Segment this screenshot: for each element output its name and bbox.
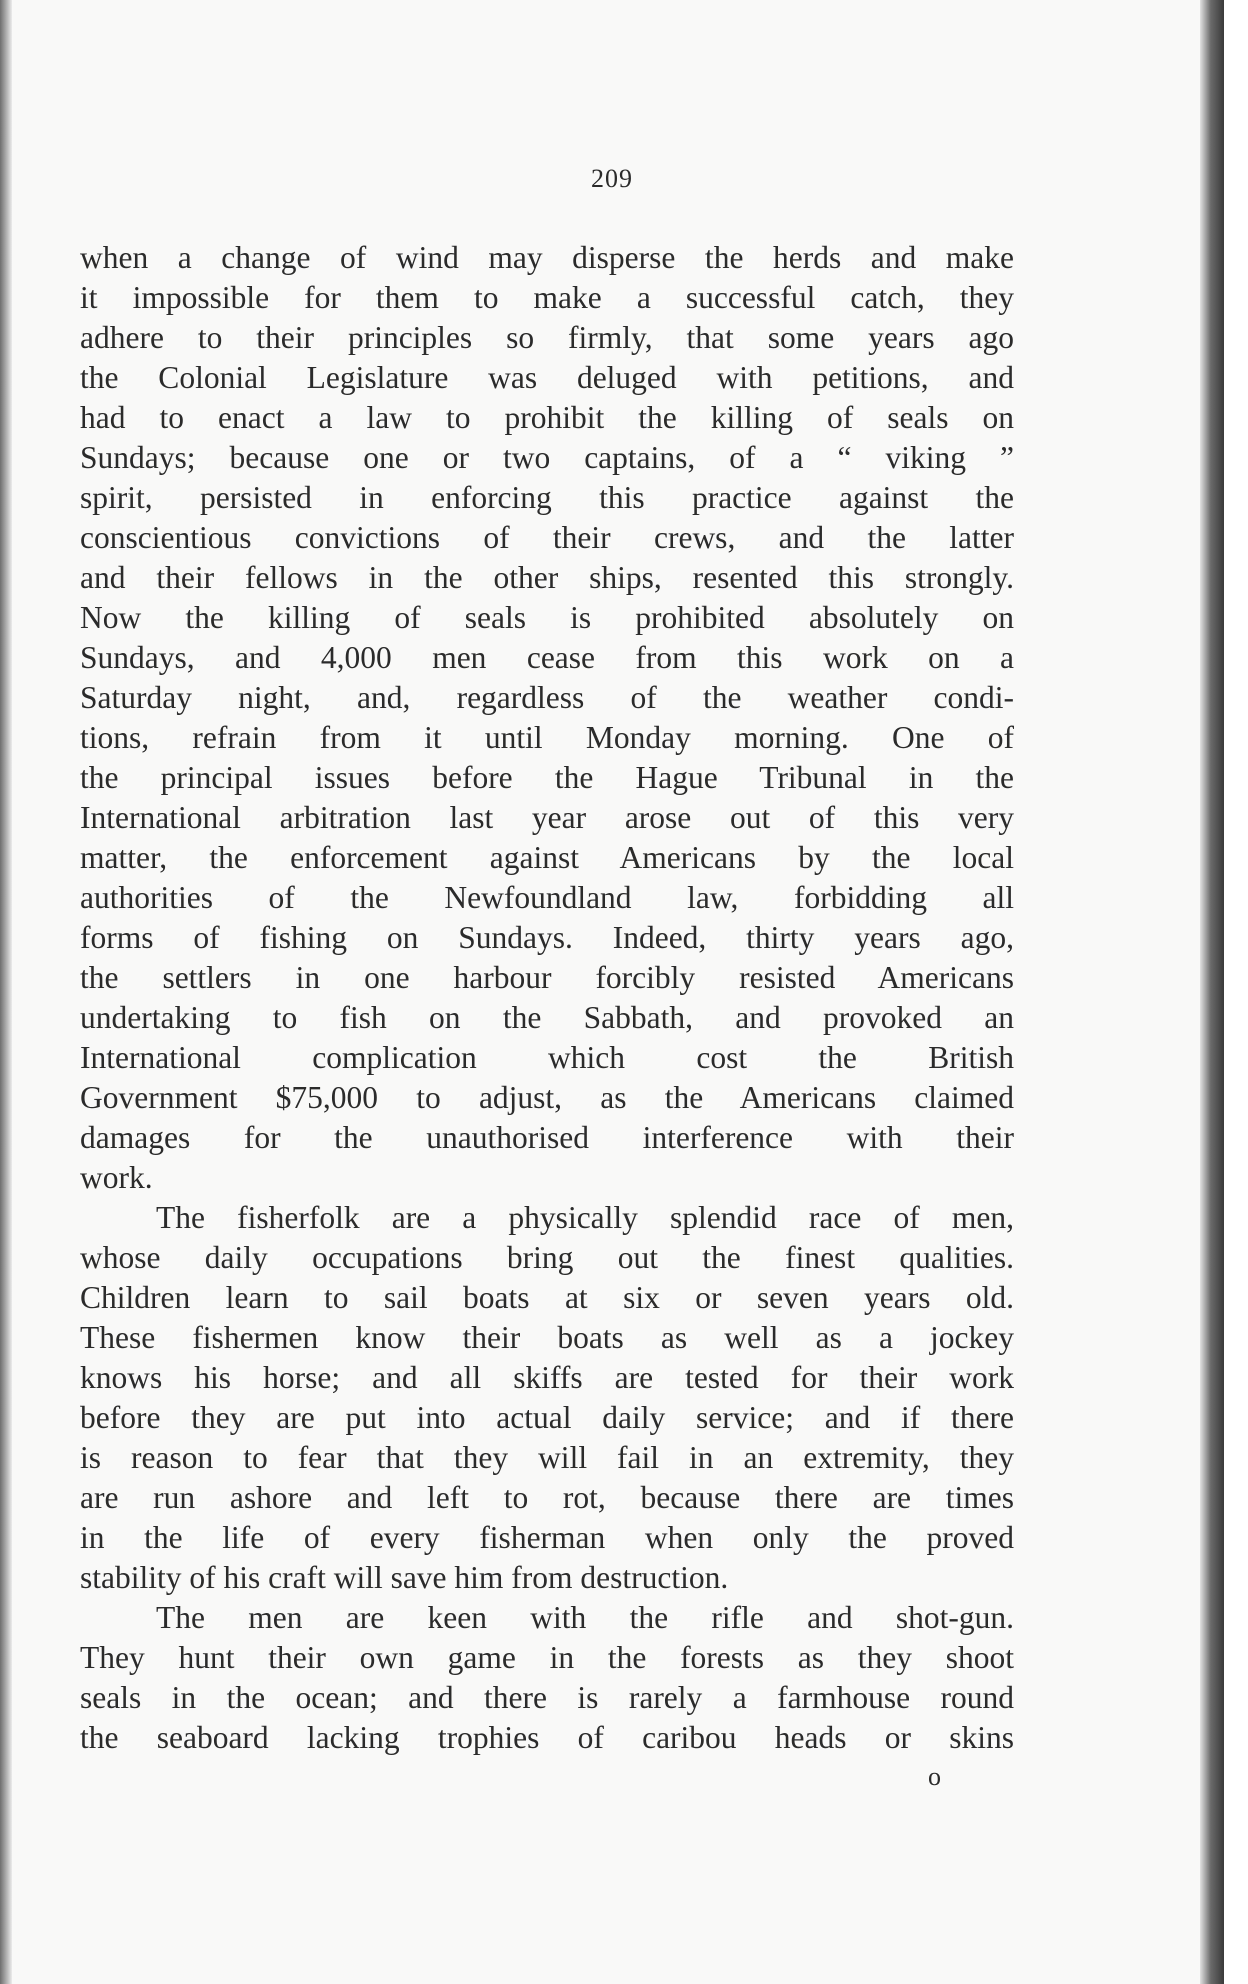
text-line: is reason to fear that they will fail in an extremity, they [80,1440,1014,1475]
body-text [80,238,1014,1758]
text-line: seals in the ocean; and there is rarely a farmhouse round [80,1680,1014,1715]
text-line: are run ashore and left to rot, because there are times [80,1480,1014,1515]
text-line: damages for the unauthorised interference with their [80,1120,1014,1155]
text-line: it impossible for them to make a successful catch, they [80,280,1014,315]
text-line: Children learn to sail boats at six or seven years old. [80,1280,1014,1315]
text-line: had to enact a law to prohibit the killing of seals on [80,400,1014,435]
text-line: Sundays, and 4,000 men cease from this work on a [80,640,1014,675]
text-line: in the life of every fisherman when only the proved [80,1520,1014,1555]
text-line: forms of fishing on Sundays. Indeed, thirty years ago, [80,920,1014,955]
text-line: They hunt their own game in the forests as they shoot [80,1640,1014,1675]
page-spine-shadow [0,0,12,1984]
text-line: stability of his craft will save him from destruction. [80,1560,729,1595]
text-line: Now the killing of seals is prohibited absolutely on [80,600,1014,635]
text-line: before they are put into actual daily service; and if there [80,1400,1014,1435]
page-edge-shadow [1200,0,1224,1984]
text-line: International complication which cost the British [80,1040,1014,1075]
text-line: authorities of the Newfoundland law, forbidding all [80,880,1014,915]
text-line: and their fellows in the other ships, resented this strongly. [80,560,1014,595]
page-number: 209 [591,164,633,193]
text-line: the seaboard lacking trophies of caribou heads or skins [80,1720,1014,1755]
text-line: Saturday night, and, regardless of the weather condi- [80,680,1014,715]
text-line: the principal issues before the Hague Tribunal in the [80,760,1014,795]
text-line: matter, the enforcement against Americans by the local [80,840,1014,875]
text-line: when a change of wind may disperse the herds and make [80,240,1014,275]
text-line: spirit, persisted in enforcing this practice against the [80,480,1014,515]
text-line: whose daily occupations bring out the finest qualities. [80,1240,1014,1275]
text-line: Sundays; because one or two captains, of a “ viking ” [80,440,1014,475]
text-line: Government $75,000 to adjust, as the Americans claimed [80,1080,1014,1115]
text-line: undertaking to fish on the Sabbath, and provoked an [80,1000,1014,1035]
text-line: These fishermen know their boats as well as a jockey [80,1320,1014,1355]
text-line: International arbitration last year arose out of this very [80,800,1014,835]
text-line: knows his horse; and all skiffs are tested for their work [80,1360,1014,1395]
text-line: tions, refrain from it until Monday morning. One of [80,720,1014,755]
text-line: The men are keen with the rifle and shot-gun. [156,1600,1014,1635]
signature-mark: o [928,1762,941,1791]
text-line: conscientious convictions of their crews, and the latter [80,520,1014,555]
text-line: The fisherfolk are a physically splendid race of men, [156,1200,1014,1235]
text-line: adhere to their principles so firmly, that some years ago [80,320,1014,355]
text-line: the settlers in one harbour forcibly resisted Americans [80,960,1014,995]
text-line: work. [80,1160,153,1195]
text-line: the Colonial Legislature was deluged with petitions, and [80,360,1014,395]
